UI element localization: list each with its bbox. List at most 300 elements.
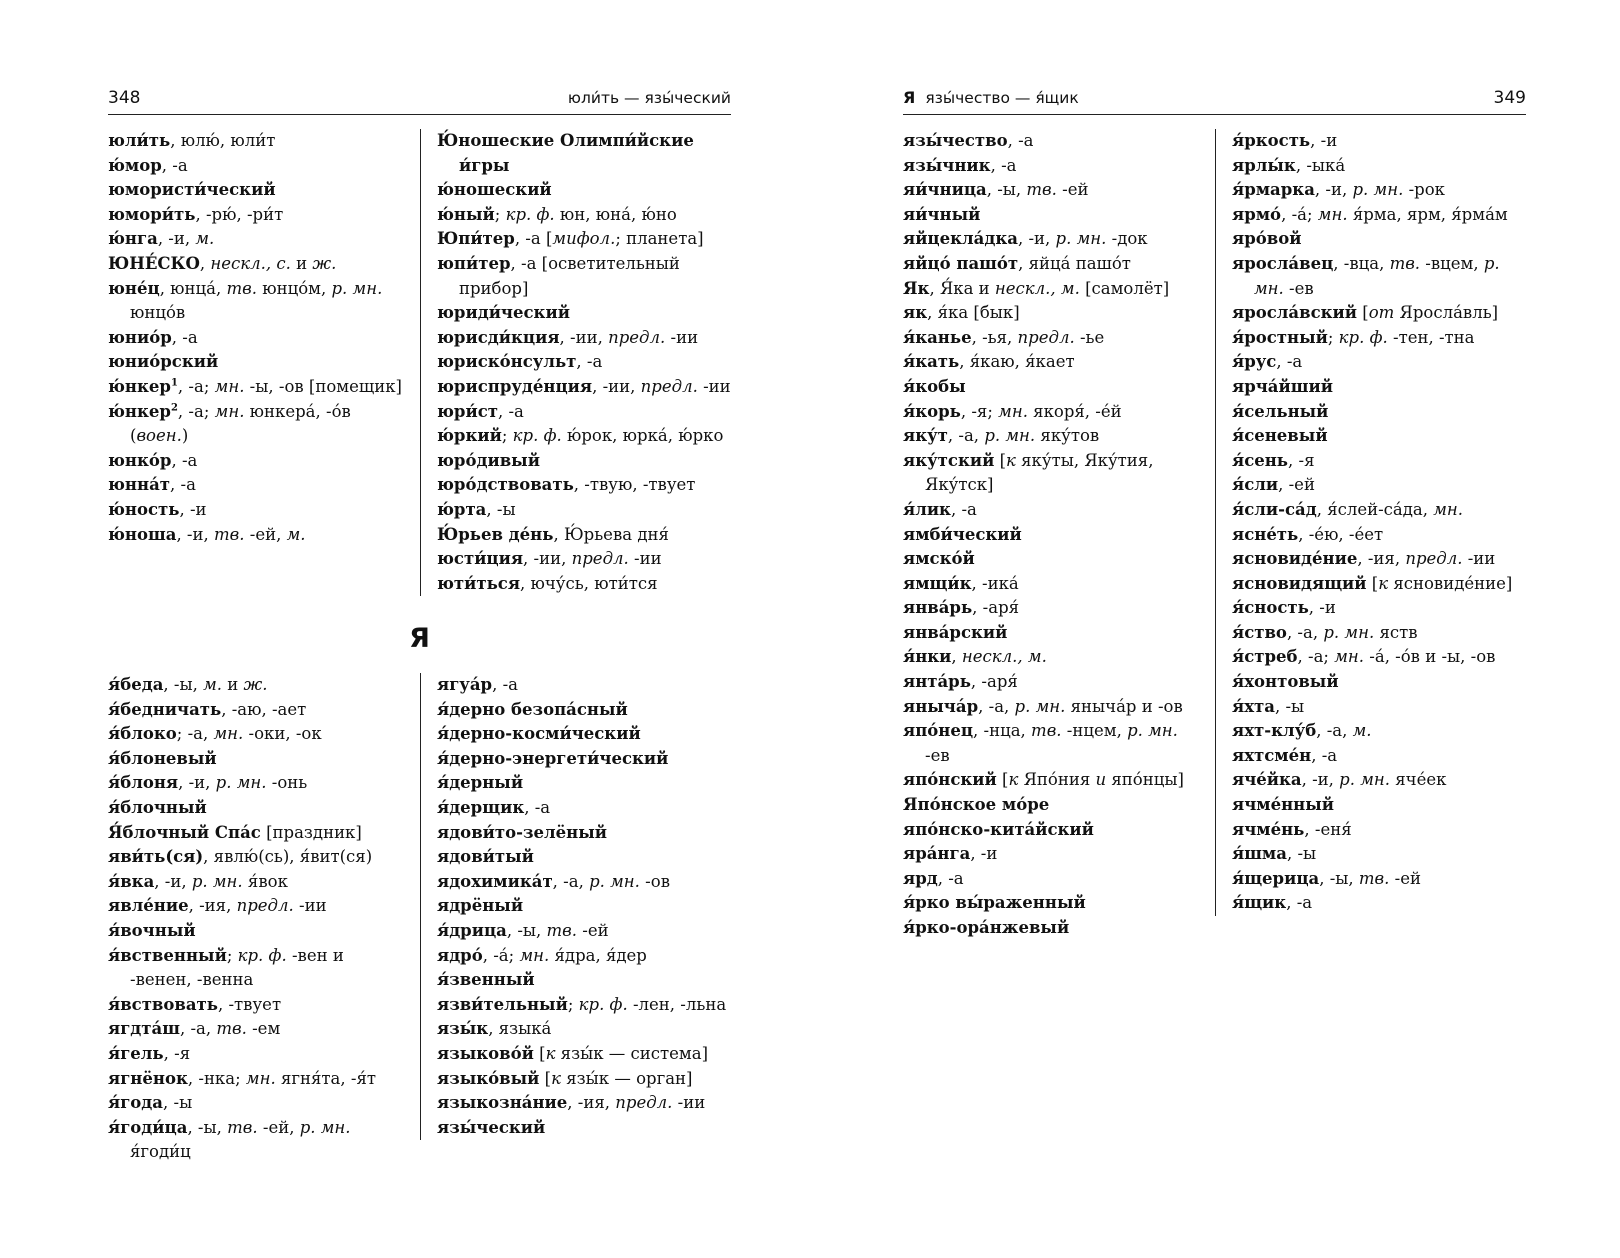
dictionary-entry — [108, 747, 403, 772]
entry-grammar: , -а, р. мн. янычáр и -ов — [978, 696, 1183, 716]
dictionary-entry — [1232, 596, 1526, 621]
headword: я́кать — [903, 352, 960, 372]
dictionary-entry — [108, 993, 403, 1018]
dictionary-entry — [1232, 154, 1526, 179]
dictionary-entry — [903, 695, 1198, 720]
section-letter: Я — [409, 623, 430, 654]
entry-grammar: , языка́ — [488, 1019, 552, 1039]
dictionary-entry — [437, 203, 731, 228]
entry-grammar: , -а; мн. -ы, -ов [помещик] — [177, 376, 402, 396]
entry-grammar: , -я; мн. якоря́, -е́й — [960, 401, 1122, 421]
headword: янта́рь — [903, 672, 971, 692]
headword: янычáр — [903, 696, 979, 716]
dictionary-entry — [1232, 227, 1526, 252]
dictionary-entry — [437, 919, 731, 944]
dictionary-entry — [1232, 326, 1526, 351]
entry-grammar: , -а, м. — [1316, 721, 1372, 741]
headword: ядови́тый — [437, 847, 534, 867]
headword: я́гель — [108, 1043, 164, 1063]
dictionary-entry — [108, 673, 403, 698]
entry-grammar: , -а, р. мн. яств — [1286, 622, 1418, 642]
entry-grammar: , -а [осветительный прибор] — [459, 253, 680, 298]
headword: я́рмарка — [1232, 180, 1315, 200]
headword: я́стреб — [1232, 647, 1298, 667]
headword: яви́ть(ся) — [108, 847, 204, 867]
headword: юриди́ческий — [437, 303, 570, 323]
headword: юне́ц — [108, 278, 160, 298]
entry-grammar: , -а — [1311, 745, 1338, 765]
entry-grammar: , -а — [170, 475, 196, 495]
dictionary-entry — [108, 1067, 403, 1092]
entry-grammar: , ючу́сь, юти́тся — [520, 573, 658, 593]
dictionary-entry — [437, 375, 731, 400]
headword: як — [903, 303, 928, 323]
dictionary-entry — [903, 818, 1198, 843]
dictionary-entry — [108, 796, 403, 821]
headword: япо́нский — [903, 770, 997, 790]
dictionary-entry — [903, 400, 1198, 425]
dictionary-entry — [1232, 400, 1526, 425]
section-mark: Я — [903, 88, 916, 107]
headword: я́блоко — [108, 724, 177, 744]
headword: язы́чник — [903, 155, 991, 175]
entries-column — [1215, 129, 1526, 916]
dictionary-entry — [108, 350, 403, 375]
dictionary-entry — [1232, 572, 1526, 597]
dictionary-entry — [437, 547, 731, 572]
dictionary-entry — [108, 894, 403, 919]
dictionary-entry — [437, 673, 731, 698]
entry-grammar: , -и — [179, 499, 207, 519]
entry-grammar: , -ы — [486, 499, 516, 519]
entry-grammar: ; кр. ф. -вен и -венен, -венна — [130, 945, 344, 990]
headword: я́блоневый — [108, 748, 217, 768]
headword: я́беда — [108, 675, 164, 694]
dictionary-entry — [1232, 523, 1526, 548]
dictionary-entry — [108, 498, 403, 523]
dictionary-entry — [108, 919, 403, 944]
headword: ясновидящий — [1232, 573, 1367, 593]
entry-grammar: , я́ка [бык] — [927, 303, 1020, 323]
dictionary-entry — [108, 154, 403, 179]
headword: юмористи́ческий — [108, 180, 276, 200]
headword: я́вствовать — [108, 994, 218, 1014]
dictionary-entry — [108, 1042, 403, 1067]
entry-grammar: , -ии, предл. -ии — [592, 376, 731, 396]
entry-grammar: , -и, р. мн. -онь — [178, 773, 308, 793]
headword: янва́рский — [903, 622, 1008, 642]
dictionary-entry — [108, 1091, 403, 1116]
entry-grammar: , -ыка́ — [1295, 155, 1346, 175]
dictionary-entry — [1232, 645, 1526, 670]
entry-grammar: , -а — [524, 797, 551, 817]
dictionary-entry — [437, 870, 731, 895]
dictionary-entry — [903, 227, 1198, 252]
headword: я́рко-ора́нжевый — [903, 918, 1070, 937]
headword: я́щик — [1232, 893, 1287, 913]
dictionary-entry — [903, 645, 1198, 670]
headword: ю́нкер$^2$ — [108, 401, 178, 421]
headword: ю́нга — [108, 229, 158, 249]
headword: яче́йка — [1232, 770, 1302, 790]
entry-grammar: , -ы — [163, 1093, 193, 1113]
dictionary-entry — [1232, 867, 1526, 892]
headword: яйцо́ пашо́т — [903, 253, 1019, 273]
entry-grammar: , -вца, тв. -вцем, р. мн. -ев — [1254, 253, 1500, 298]
dictionary-entry — [108, 375, 403, 400]
guide-words — [903, 86, 1079, 110]
headword: юнко́р — [108, 450, 172, 470]
dictionary-entry — [1232, 793, 1526, 818]
headword: я́дерно безопа́сный — [437, 699, 628, 719]
dictionary-entry — [437, 572, 731, 597]
entry-grammar: , -ы, тв. -ей, р. мн. я́годи́ц — [130, 1117, 351, 1162]
dictionary-entry — [108, 227, 403, 252]
headword: я́сень — [1232, 450, 1289, 470]
headword: Ю́рьев де́нь — [437, 524, 554, 544]
dictionary-entry — [1232, 203, 1526, 228]
dictionary-entry — [108, 129, 403, 154]
dictionary-entry — [1232, 375, 1526, 400]
headword: я́нки — [903, 647, 952, 667]
dictionary-entry — [437, 473, 731, 498]
headword: ю́рта — [437, 499, 487, 519]
entry-grammar: , -а́; мн. я́рма, ярм, я́рма́м — [1281, 204, 1508, 224]
entry-grammar: , -а — [990, 155, 1017, 175]
dictionary-entry — [903, 670, 1198, 695]
headword: яку́тский — [903, 450, 995, 470]
headword: яросла́вский — [1232, 303, 1358, 323]
dictionary-entry — [437, 944, 731, 969]
dictionary-entry — [108, 1017, 403, 1042]
entry-grammar: , юлю́, юли́т — [170, 131, 276, 150]
headword: ядрёный — [437, 896, 524, 916]
dictionary-entry — [1232, 129, 1526, 154]
entry-grammar: , -а; мн. -а́, -о́в и -ы, -ов — [1297, 647, 1496, 667]
headword: ямско́й — [903, 549, 975, 569]
entry-grammar: , -а — [161, 155, 188, 175]
dictionary-entry — [437, 449, 731, 474]
dictionary-entry — [1232, 842, 1526, 867]
entry-grammar: ; кр. ф. -лен, -льна — [567, 994, 727, 1014]
headword: я́бедничать — [108, 699, 222, 719]
dictionary-entry — [903, 842, 1198, 867]
dictionary-entry — [437, 821, 731, 846]
headword: я́вочный — [108, 920, 196, 940]
entry-grammar: , -а, тв. -ем — [179, 1019, 281, 1039]
entry-grammar: , -и, тв. -ей, м. — [176, 524, 306, 544]
headword: я́корь — [903, 401, 961, 421]
dictionary-entry — [1232, 498, 1526, 523]
entry-grammar: , -а — [171, 327, 198, 347]
entry-grammar: [к Япо́ния и япо́нцы] — [996, 770, 1184, 790]
headword: ягуа́р — [437, 675, 493, 694]
headword: ярмо́ — [1232, 204, 1282, 224]
entry-grammar: , -а — [937, 868, 964, 888]
headword: ягдта́ш — [108, 1019, 180, 1039]
dictionary-entry — [437, 129, 731, 178]
dictionary-entry — [437, 498, 731, 523]
dictionary-entry — [1232, 424, 1526, 449]
entry-grammar: , -и, р. мн. я́вок — [154, 871, 288, 891]
entry-grammar: [к ясновиде́ние] — [1366, 573, 1513, 593]
entry-grammar: , нескл., с. и ж. — [199, 253, 337, 273]
entry-grammar: , -ей — [1278, 475, 1315, 495]
dictionary-entry — [108, 698, 403, 723]
headword: я́дерно-косми́ческий — [437, 724, 641, 744]
dictionary-entry — [437, 845, 731, 870]
entry-grammar: , -ы, тв. -ей — [1319, 868, 1421, 888]
entry-grammar: , -и, р. мн. яче́ек — [1301, 770, 1447, 790]
dictionary-entry — [437, 400, 731, 425]
entry-grammar: , -и — [1310, 131, 1338, 150]
headword: ясне́ть — [1232, 524, 1299, 544]
entry-grammar: , -а, р. мн. яку́тов — [947, 426, 1100, 446]
entry-grammar: , -ы, м. и ж. — [163, 675, 268, 694]
dictionary-entry — [437, 796, 731, 821]
headword: я́блочный — [108, 797, 207, 817]
headword: ЮНЕ́СКО — [108, 253, 200, 273]
entry-grammar: , -а — [497, 401, 524, 421]
entries-column — [420, 129, 731, 596]
entry-grammar: , юнца́, тв. юнцо́м, р. мн. юнцо́в — [130, 278, 383, 323]
entry-grammar: ; кр. ф. -тен, -тна — [1327, 327, 1475, 347]
headword: янва́рь — [903, 598, 973, 618]
dictionary-entry — [437, 722, 731, 747]
dictionary-entry — [903, 596, 1198, 621]
dictionary-entry — [108, 277, 403, 326]
entry-grammar: ; кр. ф. ю́рок, юрка́, ю́рко — [501, 426, 724, 446]
dictionary-entry — [108, 771, 403, 796]
entries-column — [108, 673, 403, 1165]
dictionary-entry — [903, 498, 1198, 523]
dictionary-entry — [437, 301, 731, 326]
entry-grammar: , -рю́, -ри́т — [195, 204, 284, 224]
entry-grammar: ; -а, мн. -оки, -ок — [176, 724, 322, 744]
headword: язы́ческий — [437, 1117, 546, 1137]
dictionary-entry — [903, 867, 1198, 892]
headword: юриспруде́нция — [437, 376, 593, 396]
headword: яку́т — [903, 426, 948, 446]
entry-grammar: , -еня́ — [1304, 819, 1352, 839]
entries-column — [108, 129, 403, 547]
entry-grammar: [праздник] — [260, 822, 362, 842]
entry-grammar: , -ы, тв. -ей — [506, 920, 609, 940]
entry-grammar: , -е́ю, -е́ет — [1298, 524, 1384, 544]
headword: ягнёнок — [108, 1068, 188, 1088]
guide-words: юли́ть — язы́ческий — [567, 89, 731, 107]
entry-grammar: , -твует — [217, 994, 282, 1014]
dictionary-entry — [108, 252, 403, 277]
headword: ячме́нный — [1232, 795, 1335, 815]
entry-grammar: , яйца́ пашо́т — [1018, 253, 1131, 273]
headword: юти́ться — [437, 573, 521, 593]
dictionary-entry — [1232, 744, 1526, 769]
entry-grammar: , -а; мн. юнкера́, -о́в (воен.) — [130, 401, 351, 446]
headword: я́рус — [1232, 352, 1277, 372]
headword: я́кобы — [903, 376, 966, 396]
headword: юри́ст — [437, 401, 498, 421]
entry-grammar: , -я — [163, 1043, 191, 1063]
page-number: 349 — [1493, 88, 1526, 108]
headword: Юпи́тер — [437, 229, 515, 249]
entry-grammar: , -ия, предл. -ии — [188, 896, 327, 916]
entry-grammar: , -я — [1288, 450, 1315, 470]
headword: ядро́ — [437, 945, 483, 965]
dictionary-entry — [1232, 473, 1526, 498]
headword: я́щерица — [1232, 868, 1320, 888]
entries-column — [903, 129, 1198, 941]
headword: юрисди́кция — [437, 327, 560, 347]
dictionary-entry — [437, 771, 731, 796]
entry-grammar: , -ия, предл. -ии — [1357, 549, 1496, 569]
headword: я́ркость — [1232, 131, 1311, 150]
dictionary-entry — [108, 845, 403, 870]
headword: яро́вой — [1232, 229, 1302, 249]
dictionary-entry — [108, 473, 403, 498]
headword: я́шма — [1232, 844, 1287, 864]
headword: ю́ный — [437, 204, 495, 224]
dictionary-entry — [437, 1116, 731, 1141]
entry-grammar: , -а — [1286, 893, 1313, 913]
headword: Япо́нское мо́ре — [903, 795, 1050, 815]
dictionary-entry — [903, 203, 1198, 228]
headword: юли́ть — [108, 131, 171, 150]
dictionary-entry — [1232, 670, 1526, 695]
headword: юнио́р — [108, 327, 172, 347]
dictionary-entry — [108, 523, 403, 548]
headword: я́годи́ца — [108, 1117, 188, 1137]
headword: ю́ркий — [437, 426, 502, 446]
entry-grammar: , -ия, предл. -ии — [567, 1093, 706, 1113]
headword: яи́чный — [903, 204, 981, 224]
entry-grammar: , -ы — [1274, 696, 1305, 716]
headword: ядови́то-зелёный — [437, 822, 607, 842]
dictionary-entry — [108, 870, 403, 895]
dictionary-entry — [903, 449, 1198, 498]
dictionary-entry — [437, 227, 731, 252]
entry-grammar: , -аю, -ает — [221, 699, 307, 719]
dictionary-entry — [437, 424, 731, 449]
entry-grammar: , -ика́ — [971, 573, 1019, 593]
dictionary-entry — [108, 400, 403, 449]
entry-grammar: , -а — [492, 675, 518, 694]
headword: япо́нско-кита́йский — [903, 819, 1094, 839]
headword: я́года — [108, 1093, 163, 1113]
dictionary-entry — [108, 1116, 403, 1165]
headword: яйцекла́дка — [903, 229, 1018, 249]
dictionary-entry — [903, 129, 1198, 154]
dictionary-entry — [437, 1067, 731, 1092]
headword: я́дерщик — [437, 797, 525, 817]
headword: юро́дствовать — [437, 475, 574, 495]
headword: я́сельный — [1232, 401, 1329, 421]
entry-grammar: , -а́; мн. я́дра, я́дер — [482, 945, 647, 965]
entry-grammar: , -а — [576, 352, 603, 372]
dictionary-entry — [903, 350, 1198, 375]
headword: я́канье — [903, 327, 972, 347]
dictionary-entry — [437, 350, 731, 375]
dictionary-entry — [1232, 252, 1526, 301]
left-page — [108, 0, 731, 1258]
headword: языкозна́ние — [437, 1093, 568, 1113]
dictionary-entry — [1232, 178, 1526, 203]
entry-grammar: , -нца, тв. -нцем, р. мн. -ев — [925, 721, 1178, 765]
entry-grammar: , -и, м. — [157, 229, 215, 249]
dictionary-entry — [108, 722, 403, 747]
dictionary-entry — [437, 698, 731, 723]
dictionary-entry — [903, 252, 1198, 277]
entry-grammar: , -а — [1276, 352, 1303, 372]
dictionary-entry — [437, 1042, 731, 1067]
headword: я́блоня — [108, 773, 179, 793]
running-head — [108, 86, 731, 115]
dictionary-entry — [903, 178, 1198, 203]
entry-grammar: , я́каю, я́кает — [959, 352, 1075, 372]
entry-grammar: , -ья, предл. -ье — [971, 327, 1105, 347]
headword: ямби́ческий — [903, 524, 1022, 544]
dictionary-entry — [437, 1091, 731, 1116]
headword: юро́дивый — [437, 450, 540, 470]
headword: я́дерный — [437, 773, 524, 793]
headword: язви́тельный — [437, 994, 568, 1014]
dictionary-entry — [437, 993, 731, 1018]
dictionary-entry — [903, 547, 1198, 572]
dictionary-entry — [903, 523, 1198, 548]
dictionary-entry — [903, 916, 1198, 941]
headword: ясновиде́ние — [1232, 549, 1358, 569]
entry-grammar: , Я́ка и нескл., м. [самолёт] — [929, 278, 1170, 298]
entry-grammar: , -а — [1007, 131, 1034, 150]
dictionary-entry — [108, 326, 403, 351]
dictionary-entry — [1232, 891, 1526, 916]
headword: юнио́рский — [108, 352, 219, 372]
headword: я́сли-са́д — [1232, 499, 1317, 519]
entry-grammar: [к язы́к — орган] — [539, 1068, 693, 1088]
dictionary-entry — [437, 894, 731, 919]
headword: яра́нга — [903, 844, 971, 864]
headword: Ю́ношеские Олимпи́йские и́гры — [437, 131, 694, 175]
headword: ярд — [903, 868, 938, 888]
headword: я́ростный — [1232, 327, 1328, 347]
dictionary-entry — [903, 375, 1198, 400]
headword: юмори́ть — [108, 204, 196, 224]
entry-grammar: , -аря́ — [970, 672, 1018, 692]
headword: юнна́т — [108, 475, 170, 495]
headword: я́сность — [1232, 598, 1309, 618]
entry-grammar: , -а [мифол.; планета] — [514, 229, 704, 249]
headword: я́вка — [108, 871, 155, 891]
dictionary-entry — [108, 821, 403, 846]
headword: я́сли — [1232, 475, 1279, 495]
page-number: 348 — [108, 88, 141, 108]
entry-grammar: , -а, р. мн. -ов — [552, 871, 670, 891]
headword: язы́к — [437, 1019, 489, 1039]
dictionary-entry — [437, 523, 731, 548]
headword: явле́ние — [108, 896, 189, 916]
dictionary-entry — [437, 252, 731, 301]
headword: я́вственный — [108, 945, 227, 965]
entries-column — [420, 673, 731, 1140]
entry-grammar: , явлю́(сь), я́вит(ся) — [203, 847, 373, 867]
headword: ямщи́к — [903, 573, 972, 593]
entry-grammar: , -а — [171, 450, 198, 470]
entry-grammar: , -ии, предл. -ии — [523, 549, 662, 569]
entry-grammar: , -и, р. мн. -док — [1017, 229, 1148, 249]
entry-grammar: , Ю́рьева дня́ — [553, 524, 669, 544]
dictionary-entry — [1232, 695, 1526, 720]
dictionary-entry — [437, 1017, 731, 1042]
